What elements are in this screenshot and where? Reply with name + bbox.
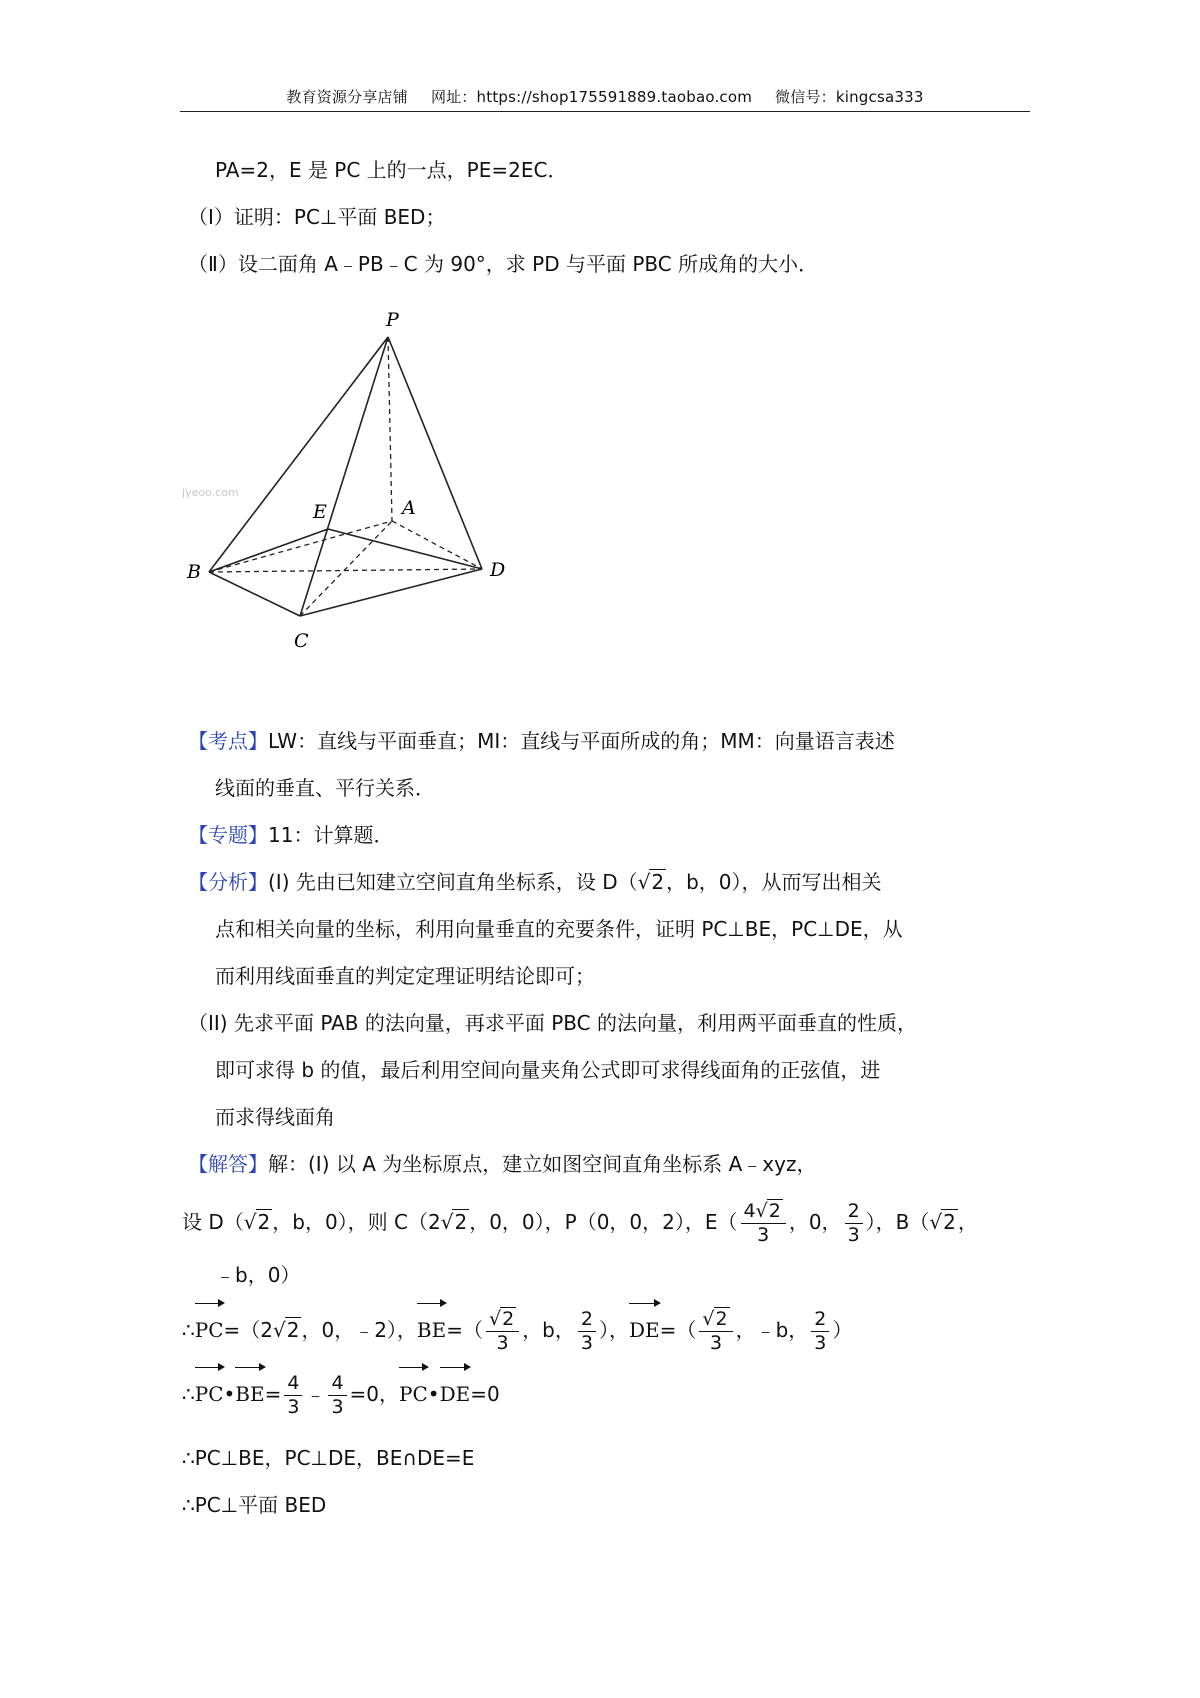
kaodian-line1: [188, 726, 895, 756]
fenxi-text1a: (I) 先由已知建立空间直角坐标系，设 D（: [268, 870, 638, 894]
jieda-line3: ﹣b，0）: [215, 1263, 301, 1287]
zhuanti-line: [188, 820, 393, 850]
pyramid-diagram: [180, 300, 520, 660]
fraction: $\frac{4}{3}$: [284, 1374, 302, 1417]
fenxi-line5: 即可求得 b 的值，最后利用空间向量夹角公式即可求得线面角的正弦值，进: [215, 1058, 881, 1082]
fraction: $\frac{√2}{3}$: [699, 1310, 732, 1353]
fenxi-line3: 而利用线面垂直的判定定理证明结论即可；: [215, 964, 595, 988]
jieda-line7: ∴PC⊥平面 BED: [182, 1493, 327, 1517]
jieda-line4: ∴PC=（2√2 ，0，﹣2），BE=（ $\frac{√2}{3}$ ，b， $\frac{2}{3}$ ），DE=（ $\frac{√2}{3}$ ，﹣b， $\frac{2}{3}$ ）: [182, 1308, 853, 1354]
vector-BE: BE: [235, 1370, 264, 1418]
fraction: $\frac{4}{3}$: [328, 1374, 346, 1417]
fenxi-tag: 【分析】: [188, 870, 268, 894]
label-B: B: [187, 561, 201, 583]
zhuanti-tag: 【专题】: [188, 823, 268, 847]
vector-PC: PC: [195, 1370, 224, 1418]
fenxi-line2: 点和相关向量的坐标，利用向量垂直的充要条件，证明 PC⊥BE，PC⊥DE，从: [215, 917, 903, 941]
vector-PC: PC: [195, 1306, 224, 1354]
figure-watermark: jyeoo.com: [182, 486, 239, 499]
fenxi-text1b: ，b，0），从而写出相关: [666, 870, 882, 894]
vector-DE: DE: [629, 1306, 660, 1354]
header-rule: [180, 111, 1030, 112]
jieda-line5: ∴PC•BE= $\frac{4}{3}$ ﹣ $\frac{4}{3}$ =0，PC•DE=0: [182, 1372, 500, 1418]
fenxi-line1: [188, 867, 882, 897]
header-wechat: 微信号：kingcsa333: [775, 88, 924, 106]
problem-part2: （Ⅱ）设二面角 A﹣PB﹣C 为 90°，求 PD 与平面 PBC 所成角的大小．: [188, 252, 819, 276]
page-header: [180, 86, 1030, 112]
vector-BE: BE: [417, 1306, 446, 1354]
label-P: P: [386, 309, 399, 331]
label-A: A: [402, 497, 416, 519]
vector-DE: DE: [440, 1370, 471, 1418]
vector-PC: PC: [399, 1370, 428, 1418]
fraction: $\frac{2}{3}$: [811, 1310, 829, 1353]
fenxi-line4: （II) 先求平面 PAB 的法向量，再求平面 PBC 的法向量，利用两平面垂直的性质，: [188, 1011, 917, 1035]
problem-part1: （Ⅰ）证明：PC⊥平面 BED；: [188, 205, 446, 229]
problem-given: PA=2，E 是 PC 上的一点，PE=2EC．: [215, 158, 568, 182]
jieda-line6: ∴PC⊥BE，PC⊥DE，BE∩DE=E: [182, 1446, 475, 1470]
fraction: $\frac{2}{3}$: [578, 1310, 596, 1353]
jieda-line2: 设 D（√2 ，b，0），则 C（2√2 ，0，0），P（0，0，2），E（ $\frac{4√2}{3}$ ，0， $\frac{2}{3}$ ），B（√2 ，: [182, 1200, 978, 1246]
kaodian-line2: 线面的垂直、平行关系．: [215, 776, 435, 800]
header-url: 网址：https://shop175591889.taobao.com: [430, 88, 753, 106]
jieda-text1: 解：(I) 以 A 为坐标原点，建立如图空间直角坐标系 A﹣xyz，: [268, 1152, 817, 1176]
label-C: C: [294, 630, 309, 652]
kaodian-text1: LW：直线与平面垂直；MI：直线与平面所成的角；MM：向量语言表述: [268, 729, 895, 753]
sqrt-2: √2: [637, 870, 665, 894]
fraction: $\frac{2}{3}$: [845, 1202, 863, 1245]
jieda-tag: 【解答】: [188, 1152, 268, 1176]
jieda-line1: [188, 1149, 816, 1179]
label-E: E: [313, 501, 327, 523]
pyramid-figure: [180, 300, 520, 660]
label-D: D: [490, 559, 506, 581]
fraction: $\frac{4√2}{3}$: [741, 1202, 786, 1245]
kaodian-tag: 【考点】: [188, 729, 268, 753]
zhuanti-text: 11：计算题．: [268, 823, 394, 847]
fenxi-line6: 而求得线面角: [215, 1105, 335, 1129]
header-shop: 教育资源分享店铺: [286, 88, 408, 106]
fraction: $\frac{√2}{3}$: [486, 1310, 519, 1353]
